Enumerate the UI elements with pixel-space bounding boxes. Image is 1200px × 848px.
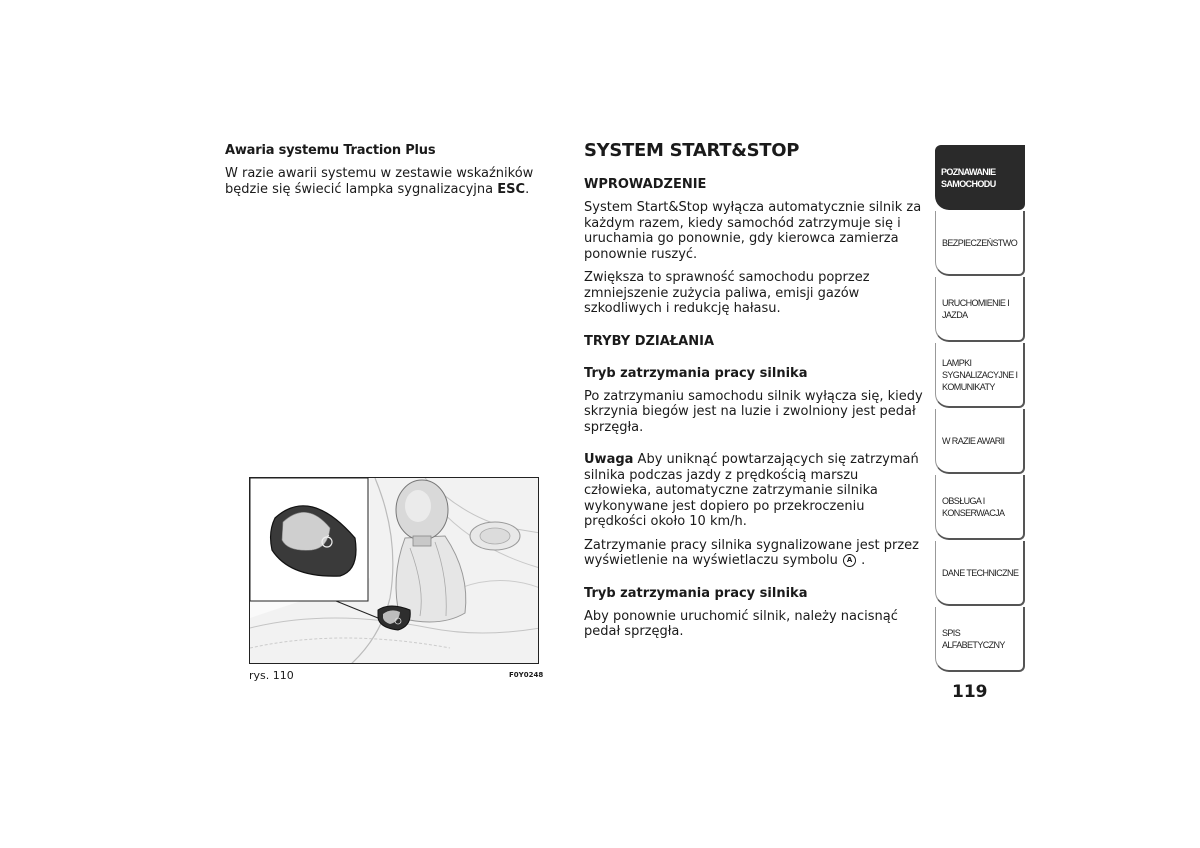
tab-label: OBSŁUGA I KONSERWACJA	[942, 495, 1005, 518]
figure-caption: rys. 110	[249, 669, 294, 682]
tab-lampki-sygnalizacyjne[interactable]	[935, 343, 1025, 408]
tab-bezpieczenstwo[interactable]	[935, 211, 1025, 276]
start-stop-button-illustration	[249, 477, 539, 664]
tab-label: W RAZIE AWARII	[942, 435, 1005, 446]
esc-label: ESC	[497, 182, 526, 197]
note-label: Uwaga	[584, 452, 634, 467]
traction-text-after: .	[525, 182, 530, 197]
symbol-paragraph	[584, 538, 929, 569]
auto-stop-symbol-icon: A	[843, 554, 856, 567]
tab-label: DANE TECHNICZNE	[942, 567, 1019, 578]
tab-obsluga-i-konserwacja[interactable]	[935, 475, 1025, 540]
chapter-tabs	[935, 145, 1025, 673]
symbol-text-before: Zatrzymanie pracy silnika sygnalizowane jest przez wyświetlenie na wyświetlaczu symbolu	[584, 537, 919, 568]
tab-label: BEZPIECZEŃSTWO	[942, 237, 1018, 248]
tab-poznawanie-samochodu[interactable]	[935, 145, 1025, 210]
page-number: 119	[952, 682, 988, 702]
restart-paragraph: Aby ponownie uruchomić silnik, należy nacisnąć pedał sprzęgła.	[584, 608, 898, 639]
traction-plus-text	[225, 166, 543, 198]
modes-heading: TRYBY DZIAŁANIA	[584, 333, 715, 349]
main-column	[584, 140, 929, 648]
symbol-text-after: .	[857, 553, 866, 568]
intro-paragraph-2: Zwiększa to sprawność samochodu poprzez zmniejszenie zużycia paliwa, emisji gazów szkodliwych i redukcję hałasu.	[584, 270, 870, 316]
traction-text-before: W razie awarii systemu w zestawie wskaźników będzie się świecić lampka sygnalizacyjna	[225, 166, 534, 197]
tab-uruchomienie-i-jazda[interactable]	[935, 277, 1025, 342]
stop-mode-heading: Tryb zatrzymania pracy silnika	[584, 365, 808, 381]
tab-spis-alfabetyczny[interactable]	[935, 607, 1025, 672]
figure-code: F0Y0248	[509, 671, 544, 679]
restart-mode-heading: Tryb zatrzymania pracy silnika	[584, 585, 808, 601]
tab-label: SPIS ALFABETYCZNY	[942, 627, 1005, 650]
page-title: SYSTEM START&STOP	[584, 140, 800, 161]
tab-w-razie-awarii[interactable]	[935, 409, 1025, 474]
stop-mode-paragraph: Po zatrzymaniu samochodu silnik wyłącza się, kiedy skrzynia biegów jest na luzie i zwolniony jest pedał sprzęgła.	[584, 388, 923, 435]
note-text: Aby uniknąć powtarzających się zatrzymań silnika podczas jazdy z prędkością marszu człowieka, automatyczne zatrzymanie silnika wykonywane jest dopiero po przekroczeniu prędkości około 10 km/h.	[584, 452, 919, 529]
intro-paragraph-1: System Start&Stop wyłącza automatycznie silnik za każdym razem, kiedy samochód zatrzymuje się i uruchamia go ponownie, gdy kierowca zamierza ponownie ruszyć.	[584, 200, 922, 262]
left-column	[225, 143, 543, 198]
intro-heading: WPROWADZENIE	[584, 177, 707, 192]
note-paragraph	[584, 452, 929, 530]
traction-plus-heading: Awaria systemu Traction Plus	[225, 143, 436, 158]
tab-label: LAMPKI SYGNALIZACYJNE I KOMUNIKATY	[942, 357, 1018, 392]
tab-label: URUCHOMIENIE I JAZDA	[942, 297, 1010, 320]
tab-label: POZNAWANIE SAMOCHODU	[941, 166, 996, 189]
tab-dane-techniczne[interactable]	[935, 541, 1025, 606]
